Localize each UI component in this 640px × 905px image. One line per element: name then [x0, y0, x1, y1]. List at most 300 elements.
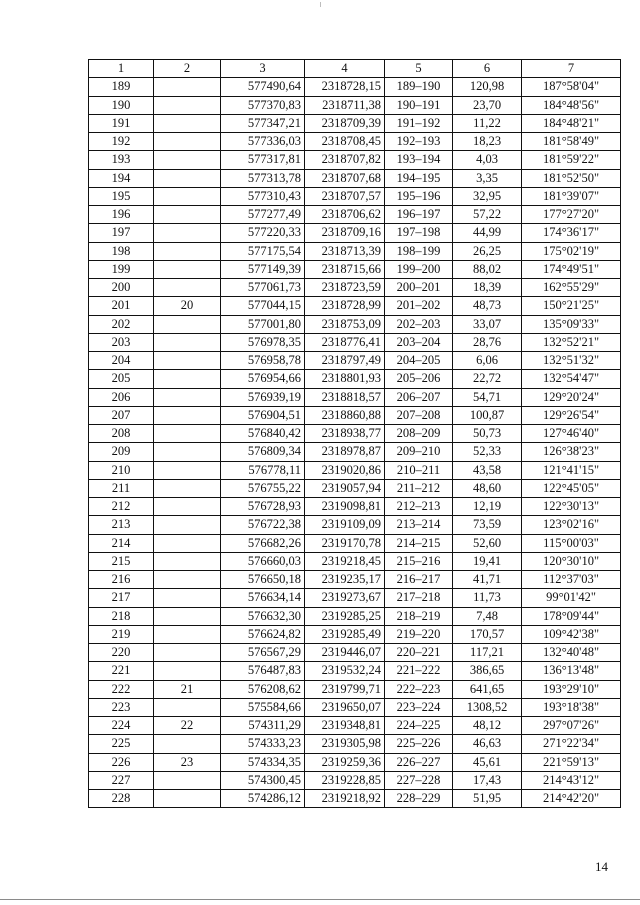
- distance-cell: 18,23: [453, 133, 522, 151]
- coordinates-table: [88, 59, 621, 808]
- bearing-cell: 174°36'17": [522, 224, 621, 242]
- x-coordinate-cell: 576958,78: [221, 352, 305, 370]
- segment-cell: 194–195: [385, 169, 453, 187]
- y-coordinate-cell: 2318715,66: [305, 260, 385, 278]
- bearing-cell: 184°48'56": [522, 96, 621, 114]
- table-row: [89, 297, 621, 315]
- segment-cell: 202–203: [385, 315, 453, 333]
- x-coordinate-cell: 576904,51: [221, 406, 305, 424]
- y-coordinate-cell: 2319532,24: [305, 662, 385, 680]
- page-number: 14: [595, 859, 608, 874]
- table-row: [89, 260, 621, 278]
- x-coordinate-cell: 574334,35: [221, 753, 305, 771]
- distance-cell: 54,71: [453, 388, 522, 406]
- table-row: [89, 333, 621, 351]
- segment-cell: 207–208: [385, 406, 453, 424]
- segment-cell: 227–228: [385, 771, 453, 789]
- table-row: [89, 571, 621, 589]
- x-coordinate-cell: 576208,62: [221, 680, 305, 698]
- segment-cell: 191–192: [385, 114, 453, 132]
- bearing-cell: 127°46'40": [522, 425, 621, 443]
- segment-cell: 217–218: [385, 589, 453, 607]
- section-number-cell: [154, 571, 221, 589]
- segment-cell: 221–222: [385, 662, 453, 680]
- table-row: [89, 187, 621, 205]
- x-coordinate-cell: 577336,03: [221, 133, 305, 151]
- point-number-cell: 213: [89, 516, 154, 534]
- point-number-cell: 225: [89, 735, 154, 753]
- bearing-cell: 99°01'42": [522, 589, 621, 607]
- distance-cell: 170,57: [453, 625, 522, 643]
- bearing-cell: 184°48'21": [522, 114, 621, 132]
- section-number-cell: [154, 242, 221, 260]
- point-number-cell: 205: [89, 370, 154, 388]
- y-coordinate-cell: 2319020,86: [305, 461, 385, 479]
- section-number-cell: [154, 370, 221, 388]
- point-number-cell: 226: [89, 753, 154, 771]
- table-row: [89, 552, 621, 570]
- table-row: [89, 242, 621, 260]
- point-number-cell: 219: [89, 625, 154, 643]
- segment-cell: 201–202: [385, 297, 453, 315]
- distance-cell: 28,76: [453, 333, 522, 351]
- point-number-cell: 196: [89, 206, 154, 224]
- bearing-cell: 181°59'22": [522, 151, 621, 169]
- section-number-cell: [154, 406, 221, 424]
- bearing-cell: 129°26'54": [522, 406, 621, 424]
- y-coordinate-cell: 2318860,88: [305, 406, 385, 424]
- section-number-cell: [154, 443, 221, 461]
- column-header-6: 6: [453, 60, 522, 78]
- bearing-cell: 136°13'48": [522, 662, 621, 680]
- bearing-cell: 181°52'50": [522, 169, 621, 187]
- distance-cell: 52,33: [453, 443, 522, 461]
- segment-cell: 205–206: [385, 370, 453, 388]
- point-number-cell: 212: [89, 498, 154, 516]
- point-number-cell: 198: [89, 242, 154, 260]
- bearing-cell: 193°29'10": [522, 680, 621, 698]
- segment-cell: 228–229: [385, 790, 453, 808]
- x-coordinate-cell: 574286,12: [221, 790, 305, 808]
- distance-cell: 23,70: [453, 96, 522, 114]
- bearing-cell: 120°30'10": [522, 552, 621, 570]
- table-row: [89, 625, 621, 643]
- bearing-cell: 297°07'26": [522, 717, 621, 735]
- table-row: [89, 680, 621, 698]
- bearing-cell: 121°41'15": [522, 461, 621, 479]
- table-row: [89, 114, 621, 132]
- distance-cell: 46,63: [453, 735, 522, 753]
- point-number-cell: 195: [89, 187, 154, 205]
- point-number-cell: 194: [89, 169, 154, 187]
- section-number-cell: [154, 114, 221, 132]
- distance-cell: 26,25: [453, 242, 522, 260]
- bearing-cell: 122°30'13": [522, 498, 621, 516]
- table-row: [89, 589, 621, 607]
- point-number-cell: 190: [89, 96, 154, 114]
- segment-cell: 192–193: [385, 133, 453, 151]
- x-coordinate-cell: 577490,64: [221, 78, 305, 96]
- table-row: [89, 406, 621, 424]
- section-number-cell: [154, 516, 221, 534]
- y-coordinate-cell: 2319273,67: [305, 589, 385, 607]
- point-number-cell: 214: [89, 534, 154, 552]
- x-coordinate-cell: 577347,21: [221, 114, 305, 132]
- bearing-cell: 132°40'48": [522, 644, 621, 662]
- section-number-cell: [154, 388, 221, 406]
- section-number-cell: [154, 279, 221, 297]
- section-number-cell: [154, 151, 221, 169]
- distance-cell: 6,06: [453, 352, 522, 370]
- x-coordinate-cell: 576567,29: [221, 644, 305, 662]
- x-coordinate-cell: 575584,66: [221, 698, 305, 716]
- bearing-cell: 132°52'21": [522, 333, 621, 351]
- point-number-cell: 222: [89, 680, 154, 698]
- segment-cell: 212–213: [385, 498, 453, 516]
- y-coordinate-cell: 2319109,09: [305, 516, 385, 534]
- table-row: [89, 206, 621, 224]
- column-header-2: 2: [154, 60, 221, 78]
- section-number-cell: [154, 96, 221, 114]
- table-row: [89, 662, 621, 680]
- distance-cell: 73,59: [453, 516, 522, 534]
- bearing-cell: 112°37'03": [522, 571, 621, 589]
- y-coordinate-cell: 2318801,93: [305, 370, 385, 388]
- section-number-cell: [154, 498, 221, 516]
- segment-cell: 190–191: [385, 96, 453, 114]
- section-number-cell: [154, 607, 221, 625]
- segment-cell: 203–204: [385, 333, 453, 351]
- section-number-cell: [154, 315, 221, 333]
- table-row: [89, 315, 621, 333]
- y-coordinate-cell: 2318709,16: [305, 224, 385, 242]
- x-coordinate-cell: 574311,29: [221, 717, 305, 735]
- section-number-cell: 23: [154, 753, 221, 771]
- table-row: [89, 461, 621, 479]
- table-row: [89, 771, 621, 789]
- bearing-cell: 181°58'49": [522, 133, 621, 151]
- point-number-cell: 201: [89, 297, 154, 315]
- segment-cell: 208–209: [385, 425, 453, 443]
- section-number-cell: [154, 662, 221, 680]
- segment-cell: 226–227: [385, 753, 453, 771]
- section-number-cell: [154, 625, 221, 643]
- x-coordinate-cell: 577277,49: [221, 206, 305, 224]
- section-number-cell: [154, 206, 221, 224]
- x-coordinate-cell: 577370,83: [221, 96, 305, 114]
- bearing-cell: 132°54'47": [522, 370, 621, 388]
- bearing-cell: 271°22'34": [522, 735, 621, 753]
- table-row: [89, 790, 621, 808]
- point-number-cell: 216: [89, 571, 154, 589]
- x-coordinate-cell: 576778,11: [221, 461, 305, 479]
- table-row: [89, 735, 621, 753]
- y-coordinate-cell: 2319235,17: [305, 571, 385, 589]
- section-number-cell: [154, 534, 221, 552]
- x-coordinate-cell: 577175,54: [221, 242, 305, 260]
- section-number-cell: [154, 169, 221, 187]
- y-coordinate-cell: 2319285,25: [305, 607, 385, 625]
- table-row: [89, 96, 621, 114]
- segment-cell: 218–219: [385, 607, 453, 625]
- table-row: [89, 133, 621, 151]
- bearing-cell: 132°51'32": [522, 352, 621, 370]
- section-number-cell: [154, 552, 221, 570]
- y-coordinate-cell: 2319446,07: [305, 644, 385, 662]
- table-row: [89, 370, 621, 388]
- section-number-cell: [154, 461, 221, 479]
- table-body: [89, 78, 621, 808]
- x-coordinate-cell: 576755,22: [221, 479, 305, 497]
- distance-cell: 33,07: [453, 315, 522, 333]
- distance-cell: 57,22: [453, 206, 522, 224]
- segment-cell: 214–215: [385, 534, 453, 552]
- y-coordinate-cell: 2319057,94: [305, 479, 385, 497]
- x-coordinate-cell: 577313,78: [221, 169, 305, 187]
- section-number-cell: [154, 771, 221, 789]
- point-number-cell: 210: [89, 461, 154, 479]
- distance-cell: 88,02: [453, 260, 522, 278]
- bearing-cell: 175°02'19": [522, 242, 621, 260]
- distance-cell: 44,99: [453, 224, 522, 242]
- segment-cell: 193–194: [385, 151, 453, 169]
- y-coordinate-cell: 2319098,81: [305, 498, 385, 516]
- point-number-cell: 206: [89, 388, 154, 406]
- segment-cell: 204–205: [385, 352, 453, 370]
- column-header-4: 4: [305, 60, 385, 78]
- y-coordinate-cell: 2318776,41: [305, 333, 385, 351]
- section-number-cell: 21: [154, 680, 221, 698]
- segment-cell: 224–225: [385, 717, 453, 735]
- x-coordinate-cell: 576728,93: [221, 498, 305, 516]
- bearing-cell: 115°00'03": [522, 534, 621, 552]
- point-number-cell: 220: [89, 644, 154, 662]
- column-header-5: 5: [385, 60, 453, 78]
- point-number-cell: 221: [89, 662, 154, 680]
- segment-cell: 211–212: [385, 479, 453, 497]
- distance-cell: 41,71: [453, 571, 522, 589]
- page-top-mark: [320, 2, 321, 7]
- segment-cell: 223–224: [385, 698, 453, 716]
- bearing-cell: 126°38'23": [522, 443, 621, 461]
- point-number-cell: 218: [89, 607, 154, 625]
- y-coordinate-cell: 2319348,81: [305, 717, 385, 735]
- distance-cell: 50,73: [453, 425, 522, 443]
- distance-cell: 45,61: [453, 753, 522, 771]
- section-number-cell: [154, 333, 221, 351]
- distance-cell: 19,41: [453, 552, 522, 570]
- table-row: [89, 169, 621, 187]
- distance-cell: 12,19: [453, 498, 522, 516]
- column-header-1: 1: [89, 60, 154, 78]
- y-coordinate-cell: 2319218,92: [305, 790, 385, 808]
- x-coordinate-cell: 576809,34: [221, 443, 305, 461]
- distance-cell: 51,95: [453, 790, 522, 808]
- y-coordinate-cell: 2319228,85: [305, 771, 385, 789]
- segment-cell: 199–200: [385, 260, 453, 278]
- point-number-cell: 224: [89, 717, 154, 735]
- point-number-cell: 223: [89, 698, 154, 716]
- table-row: [89, 224, 621, 242]
- distance-cell: 48,60: [453, 479, 522, 497]
- x-coordinate-cell: 577149,39: [221, 260, 305, 278]
- y-coordinate-cell: 2318753,09: [305, 315, 385, 333]
- x-coordinate-cell: 576954,66: [221, 370, 305, 388]
- y-coordinate-cell: 2318723,59: [305, 279, 385, 297]
- bearing-cell: 123°02'16": [522, 516, 621, 534]
- distance-cell: 120,98: [453, 78, 522, 96]
- bearing-cell: 174°49'51": [522, 260, 621, 278]
- segment-cell: 209–210: [385, 443, 453, 461]
- distance-cell: 48,73: [453, 297, 522, 315]
- segment-cell: 197–198: [385, 224, 453, 242]
- distance-cell: 3,35: [453, 169, 522, 187]
- distance-cell: 52,60: [453, 534, 522, 552]
- x-coordinate-cell: 577001,80: [221, 315, 305, 333]
- x-coordinate-cell: 576487,83: [221, 662, 305, 680]
- x-coordinate-cell: 577317,81: [221, 151, 305, 169]
- section-number-cell: [154, 187, 221, 205]
- x-coordinate-cell: 576840,42: [221, 425, 305, 443]
- point-number-cell: 199: [89, 260, 154, 278]
- section-number-cell: [154, 479, 221, 497]
- bearing-cell: 187°58'04": [522, 78, 621, 96]
- table-row: [89, 78, 621, 96]
- table-row: [89, 717, 621, 735]
- table-row: [89, 534, 621, 552]
- bearing-cell: 193°18'38": [522, 698, 621, 716]
- x-coordinate-cell: 576682,26: [221, 534, 305, 552]
- point-number-cell: 209: [89, 443, 154, 461]
- distance-cell: 11,22: [453, 114, 522, 132]
- bearing-cell: 214°43'12": [522, 771, 621, 789]
- table-row: [89, 607, 621, 625]
- distance-cell: 641,65: [453, 680, 522, 698]
- x-coordinate-cell: 574333,23: [221, 735, 305, 753]
- x-coordinate-cell: 576624,82: [221, 625, 305, 643]
- distance-cell: 1308,52: [453, 698, 522, 716]
- section-number-cell: [154, 352, 221, 370]
- y-coordinate-cell: 2319218,45: [305, 552, 385, 570]
- point-number-cell: 215: [89, 552, 154, 570]
- bearing-cell: 135°09'33": [522, 315, 621, 333]
- x-coordinate-cell: 576722,38: [221, 516, 305, 534]
- point-number-cell: 197: [89, 224, 154, 242]
- table-row: [89, 151, 621, 169]
- bottom-rule: [0, 899, 640, 900]
- x-coordinate-cell: 576650,18: [221, 571, 305, 589]
- section-number-cell: [154, 735, 221, 753]
- table-row: [89, 425, 621, 443]
- section-number-cell: [154, 78, 221, 96]
- segment-cell: 219–220: [385, 625, 453, 643]
- header-row: [89, 60, 621, 78]
- distance-cell: 22,72: [453, 370, 522, 388]
- y-coordinate-cell: 2319170,78: [305, 534, 385, 552]
- y-coordinate-cell: 2318797,49: [305, 352, 385, 370]
- section-number-cell: 20: [154, 297, 221, 315]
- distance-cell: 4,03: [453, 151, 522, 169]
- point-number-cell: 227: [89, 771, 154, 789]
- point-number-cell: 202: [89, 315, 154, 333]
- y-coordinate-cell: 2318707,57: [305, 187, 385, 205]
- point-number-cell: 189: [89, 78, 154, 96]
- table-row: [89, 443, 621, 461]
- y-coordinate-cell: 2318707,68: [305, 169, 385, 187]
- x-coordinate-cell: 577044,15: [221, 297, 305, 315]
- bearing-cell: 178°09'44": [522, 607, 621, 625]
- x-coordinate-cell: 576939,19: [221, 388, 305, 406]
- point-number-cell: 211: [89, 479, 154, 497]
- table-row: [89, 498, 621, 516]
- table-row: [89, 388, 621, 406]
- table-row: [89, 644, 621, 662]
- distance-cell: 7,48: [453, 607, 522, 625]
- y-coordinate-cell: 2318938,77: [305, 425, 385, 443]
- y-coordinate-cell: 2318978,87: [305, 443, 385, 461]
- distance-cell: 17,43: [453, 771, 522, 789]
- point-number-cell: 204: [89, 352, 154, 370]
- section-number-cell: [154, 589, 221, 607]
- table-row: [89, 279, 621, 297]
- segment-cell: 216–217: [385, 571, 453, 589]
- x-coordinate-cell: 576634,14: [221, 589, 305, 607]
- distance-cell: 11,73: [453, 589, 522, 607]
- point-number-cell: 191: [89, 114, 154, 132]
- section-number-cell: [154, 644, 221, 662]
- section-number-cell: [154, 260, 221, 278]
- distance-cell: 48,12: [453, 717, 522, 735]
- bearing-cell: 129°20'24": [522, 388, 621, 406]
- segment-cell: 210–211: [385, 461, 453, 479]
- x-coordinate-cell: 577061,73: [221, 279, 305, 297]
- bearing-cell: 177°27'20": [522, 206, 621, 224]
- segment-cell: 222–223: [385, 680, 453, 698]
- section-number-cell: [154, 790, 221, 808]
- section-number-cell: [154, 698, 221, 716]
- y-coordinate-cell: 2318728,15: [305, 78, 385, 96]
- table-row: [89, 516, 621, 534]
- table-row: [89, 352, 621, 370]
- point-number-cell: 200: [89, 279, 154, 297]
- bearing-cell: 122°45'05": [522, 479, 621, 497]
- bearing-cell: 181°39'07": [522, 187, 621, 205]
- segment-cell: 196–197: [385, 206, 453, 224]
- segment-cell: 220–221: [385, 644, 453, 662]
- point-number-cell: 217: [89, 589, 154, 607]
- bearing-cell: 221°59'13": [522, 753, 621, 771]
- column-header-7: 7: [522, 60, 621, 78]
- x-coordinate-cell: 576632,30: [221, 607, 305, 625]
- segment-cell: 189–190: [385, 78, 453, 96]
- x-coordinate-cell: 576660,03: [221, 552, 305, 570]
- y-coordinate-cell: 2318818,57: [305, 388, 385, 406]
- distance-cell: 386,65: [453, 662, 522, 680]
- y-coordinate-cell: 2318708,45: [305, 133, 385, 151]
- point-number-cell: 228: [89, 790, 154, 808]
- bearing-cell: 214°42'20": [522, 790, 621, 808]
- segment-cell: 198–199: [385, 242, 453, 260]
- x-coordinate-cell: 577220,33: [221, 224, 305, 242]
- table-row: [89, 698, 621, 716]
- x-coordinate-cell: 577310,43: [221, 187, 305, 205]
- segment-cell: 206–207: [385, 388, 453, 406]
- distance-cell: 18,39: [453, 279, 522, 297]
- segment-cell: 195–196: [385, 187, 453, 205]
- y-coordinate-cell: 2318713,39: [305, 242, 385, 260]
- distance-cell: 43,58: [453, 461, 522, 479]
- y-coordinate-cell: 2318707,82: [305, 151, 385, 169]
